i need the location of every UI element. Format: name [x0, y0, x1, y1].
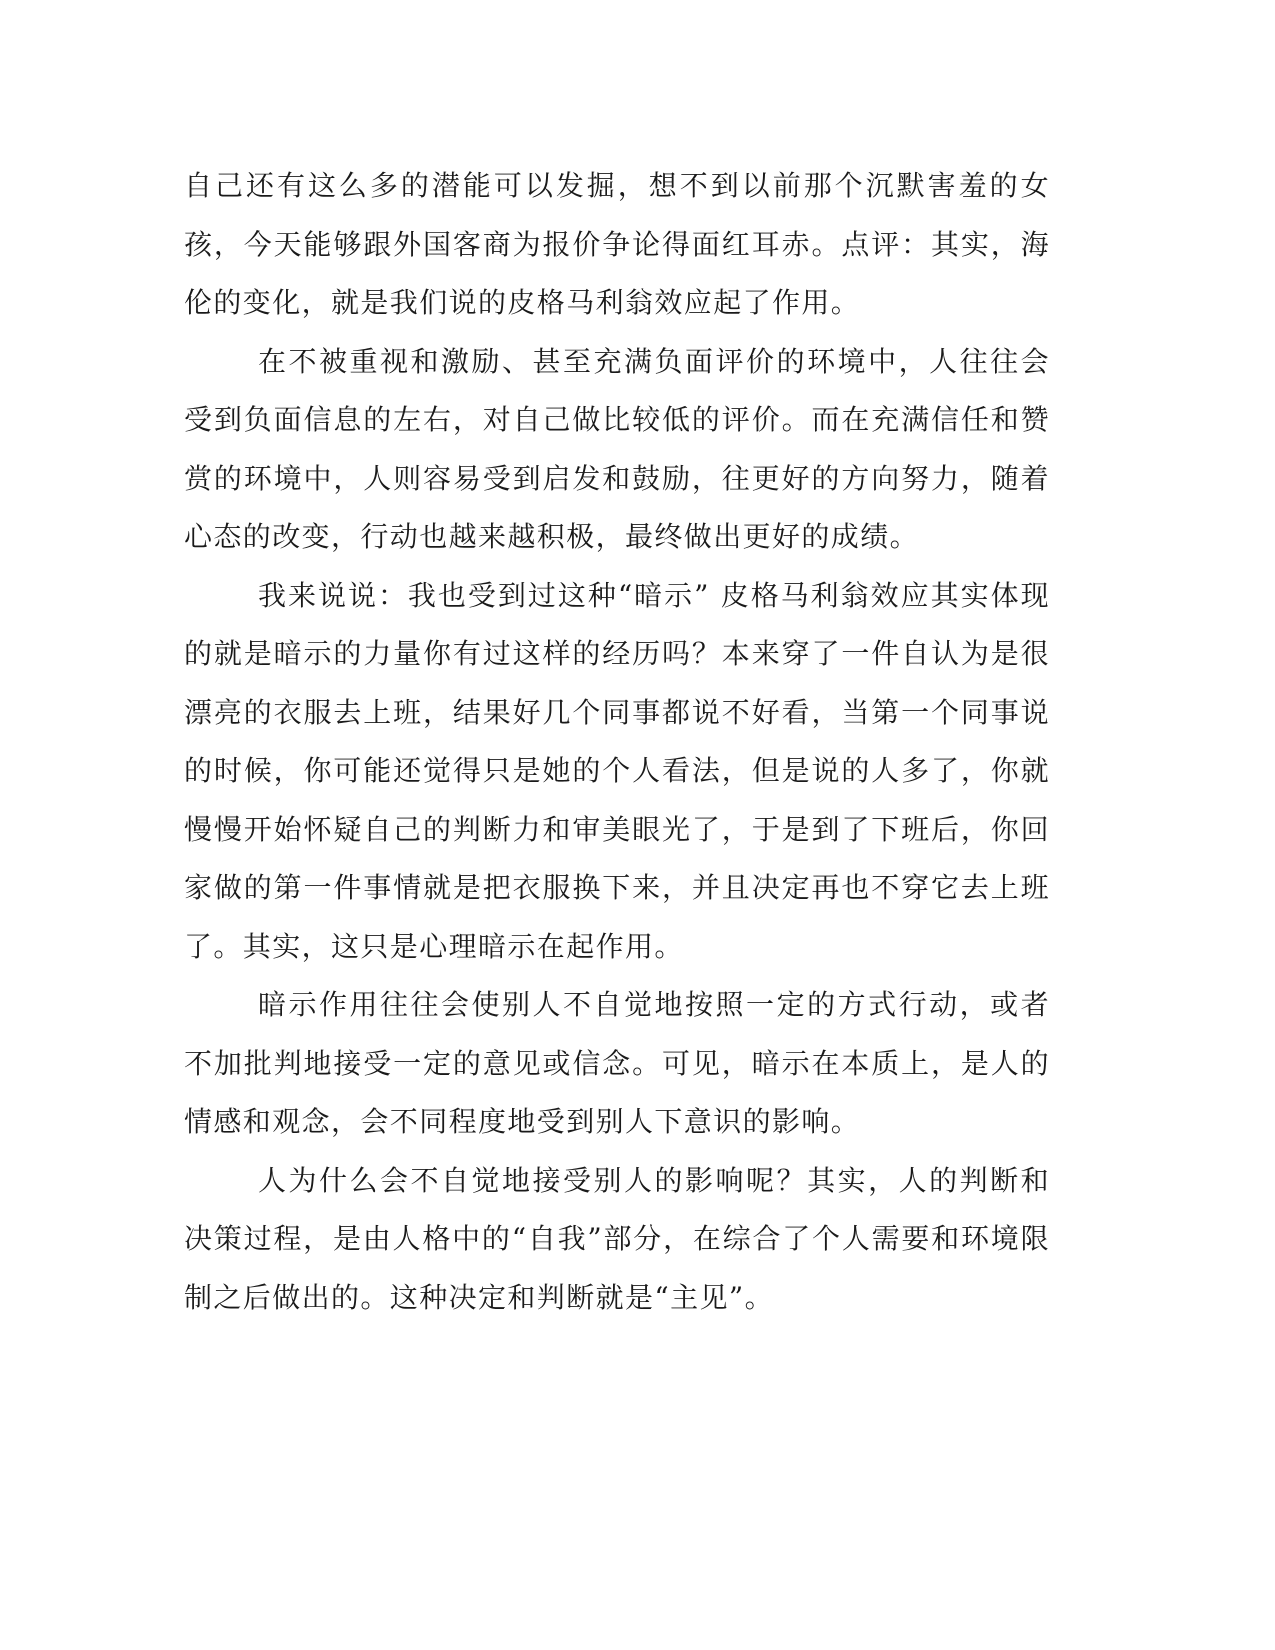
- paragraph-1: 自己还有这么多的潜能可以发掘，想不到以前那个沉默害羞的女孩，今天能够跟外国客商为报价争论得面红耳赤。点评：其实，海伦的变化，就是我们说的皮格马利翁效应起了作用。: [184, 169, 1050, 319]
- paragraph-5: 人为什么会不自觉地接受别人的影响呢？其实，人的判断和决策过程，是由人格中的“自我”部分，在综合了个人需要和环境限制之后做出的。这种决定和判断就是“主见”。: [184, 1163, 1050, 1314]
- paragraph-4: 暗示作用往往会使别人不自觉地按照一定的方式行动，或者不加批判地接受一定的意见或信念。可见，暗示在本质上，是人的情感和观念，会不同程度地受到别人下意识的影响。: [184, 988, 1050, 1138]
- paragraph-2: 在不被重视和激励、甚至充满负面评价的环境中，人往往会受到负面信息的左右，对自己做比较低的评价。而在充满信任和赞赏的环境中，人则容易受到启发和鼓励，往更好的方向努力，随着心态的改变，行动也越来越积极，最终做出更好的成绩。: [184, 344, 1050, 553]
- paragraph-3: 我来说说：我也受到过这种“暗示” 皮格马利翁效应其实体现的就是暗示的力量你有过这样的经历吗？本来穿了一件自认为是很漂亮的衣服去上班，结果好几个同事都说不好看，当第一个同事说的时候，你可能还觉得只是她的个人看法，但是说的人多了，你就慢慢开始怀疑自己的判断力和审美眼光了，于是到了下班后，你回家做的第一件事情就是把衣服换下来，并且决定再也不穿它去上班了。其实，这只是心理暗示在起作用。: [184, 578, 1050, 963]
- body-text: [184, 157, 1050, 1327]
